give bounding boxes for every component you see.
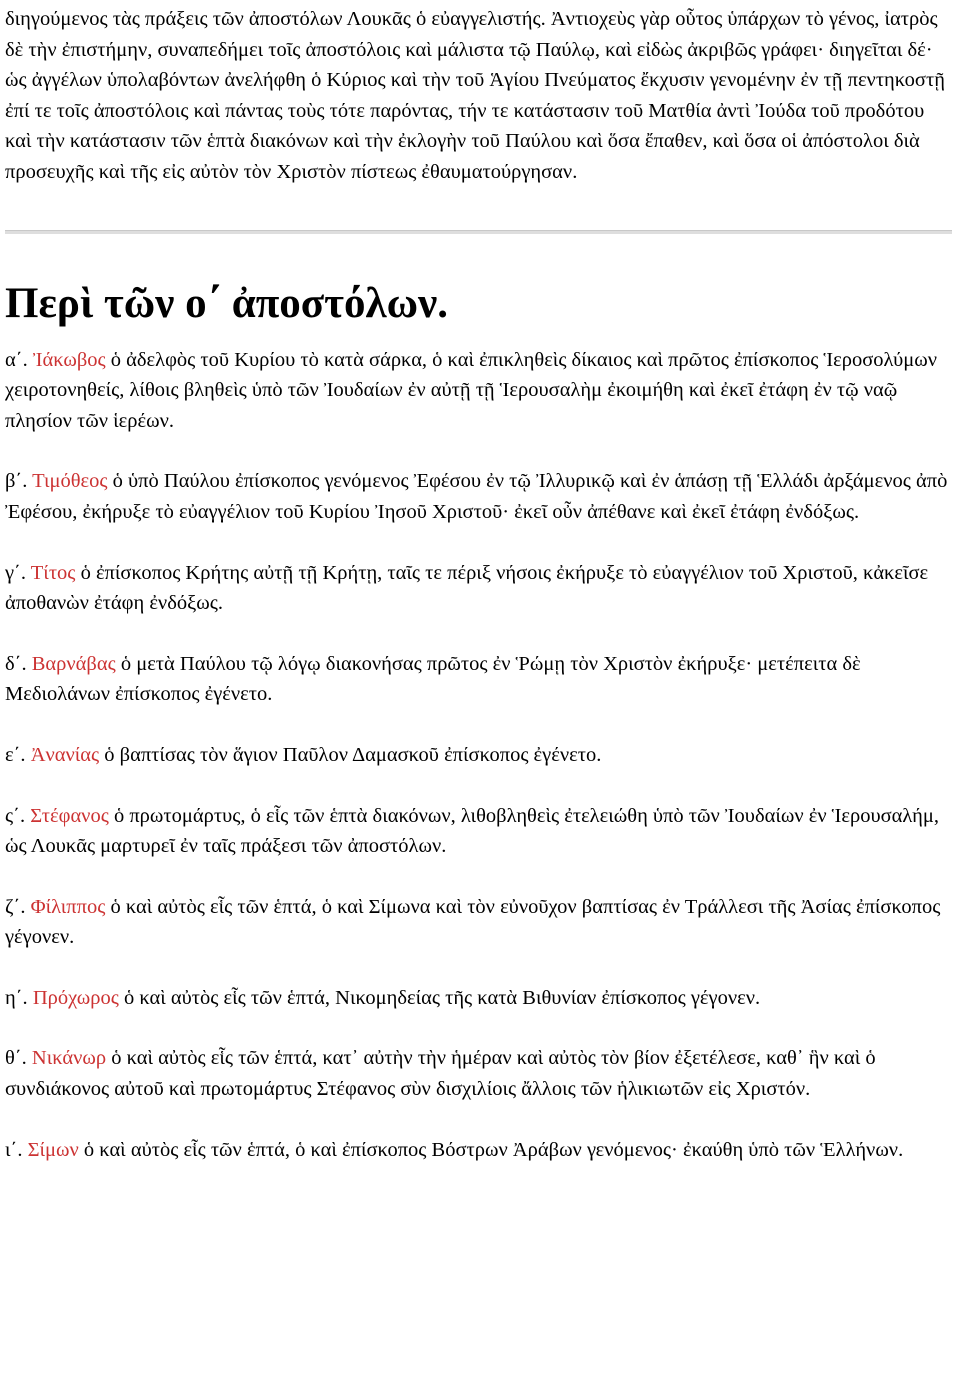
entry-number: β΄.: [5, 470, 28, 493]
entry-text: ὁ ἐπίσκοπος Κρήτης αὐτῇ τῇ Κρήτῃ, ταῖς τε πέριξ νήσοις ἐκήρυξε τὸ εὐαγγέλιον τοῦ Χριστοῦ, κἀκεῖσε ἀποθανὼν ἐτάφη ἐνδόξως.: [5, 561, 929, 615]
apostle-name: Σίμων: [27, 1138, 79, 1161]
apostle-name: Στέφανος: [30, 804, 109, 827]
entry-text: ὁ ὑπὸ Παύλου ἐπίσκοπος γενόμενος Ἐφέσου ἐν τῷ Ἰλλυρικῷ καὶ ἐν ἁπάσῃ τῇ Ἑλλάδι ἀρξάμενος ἀπὸ Ἐφέσου, ἐκήρυξε τὸ εὐαγγέλιον τοῦ Κυρίου Ἰησοῦ Χριστοῦ· ἐκεῖ οὖν ἀπέθανε καὶ ἐκεῖ ἐτάφη ἐνδόξως.: [5, 470, 948, 523]
entry-number: η΄.: [5, 986, 28, 1009]
entry-text: ὁ ἀδελφὸς τοῦ Κυρίου τὸ κατὰ σάρκα, ὁ καὶ ἐπικληθεὶς δίκαιος καὶ πρῶτος ἐπίσκοπος Ἱεροσολύμων χειροτονηθείς, λίθοις βληθεὶς ὑπὸ τῶν Ἰουδαίων ἐν αὐτῇ τῇ Ἱερουσαλὴμ ἐκοιμήθη καὶ ἐκεῖ ἐτάφη ἐν τῷ ναῷ πλησίον τῶν ἱερέων.: [5, 348, 937, 432]
entry-text: ὁ μετὰ Παύλου τῷ λόγῳ διακονήσας πρῶτος ἐν Ῥώμῃ τὸν Χριστὸν ἐκήρυξε· μετέπειτα δὲ Μεδιολάνων ἐπίσκοπος ἐγένετο.: [5, 652, 861, 706]
apostle-name: Πρόχωρος: [32, 986, 119, 1009]
entry-text: ὁ καὶ αὐτὸς εἷς τῶν ἑπτά, ὁ καὶ ἐπίσκοπος Βόστρων Ἀράβων γενόμενος· ἐκαύθη ὑπὸ τῶν Ἑλλήνων.: [78, 1138, 904, 1161]
entry-number: θ΄.: [5, 1047, 27, 1070]
entry-text: ὁ καὶ αὐτὸς εἷς τῶν ἑπτά, ὁ καὶ Σίμωνα καὶ τὸν εὐνοῦχον βαπτίσας ἐν Τράλλεσι τῆς Ἀσίας ἐπίσκοπος γέγονεν.: [5, 895, 941, 949]
entry-text: ὁ καὶ αὐτὸς εἷς τῶν ἑπτά, Νικομηδείας τῆς κατὰ Βιθυνίαν ἐπίσκοπος γέγονεν.: [118, 986, 761, 1009]
apostle-name: Τιμόθεος: [32, 470, 108, 493]
entry-number: ζ΄.: [5, 895, 26, 918]
entry-number: α΄.: [5, 348, 28, 371]
apostle-name: Βαρνάβας: [31, 652, 116, 675]
apostle-list: [5, 345, 952, 1166]
entry-number: γ΄.: [5, 561, 27, 584]
horizontal-rule: [5, 230, 952, 234]
apostle-entry: [5, 740, 952, 771]
entry-text: ὁ πρωτομάρτυς, ὁ εἷς τῶν ἑπτὰ διακόνων, λιθοβληθεὶς ἐτελειώθη ὑπὸ τῶν Ἰουδαίων ἐν Ἱερουσαλήμ, ὡς Λουκᾶς μαρτυρεῖ ἐν ταῖς πράξεσι τῶν ἀποστόλων.: [5, 804, 940, 858]
apostle-entry: [5, 892, 952, 953]
apostle-name: Ἀνανίας: [30, 743, 100, 766]
apostle-name: Τίτος: [30, 561, 76, 584]
intro-paragraph: διηγούμενος τὰς πράξεις τῶν ἀποστόλων Λουκᾶς ὁ εὐαγγελιστής. Ἀντιοχεὺς γὰρ οὗτος ὑπάρχων τὸ γένος, ἰατρὸς δὲ τὴν ἐπιστήμην, συναπεδήμει τοῖς ἀποστόλοις καὶ μάλιστα τῷ Παύλῳ, καὶ εἰδὼς ἀκριβῶς γράφει· διηγεῖται δέ· ὡς ἀγγέλων ὑπολαβόντων ἀνελήφθη ὁ Κύριος καὶ τὴν τοῦ Ἁγίου Πνεύματος ἔκχυσιν γενομένην ἐν τῇ πεντηκοστῇ ἐπί τε τοῖς ἀποστόλοις καὶ πάντας τοὺς τότε παρόντας, τήν τε κατάστασιν τοῦ Ματθία ἀντὶ Ἰούδα τοῦ προδότου καὶ τὴν κατάστασιν τῶν ἑπτὰ διακόνων καὶ τὴν ἐκλογὴν τοῦ Παύλου καὶ ὅσα ἔπαθεν, καὶ ὅσα οἱ ἀπόστολοι διὰ προσευχῆς καὶ τῆς εἰς αὐτὸν τὸν Χριστὸν πίστεως ἐθαυματούργησαν.: [5, 8, 945, 183]
entry-number: ε΄.: [5, 743, 26, 766]
apostle-entry: [5, 558, 952, 619]
entry-number: ς΄.: [5, 804, 26, 827]
entry-text: ὁ βαπτίσας τὸν ἅγιον Παῦλον Δαμασκοῦ ἐπίσκοπος ἐγένετο.: [99, 743, 602, 766]
apostle-entry: [5, 1043, 952, 1104]
apostle-name: Ἰάκωβος: [32, 348, 106, 371]
entry-text: ὁ καὶ αὐτὸς εἷς τῶν ἑπτά, κατ᾽ αὐτὴν τὴν ἡμέραν καὶ αὐτὸς τὸν βίον ἐξετέλεσε, καθ᾽ ἣν καὶ ὁ συνδιάκονος αὐτοῦ καὶ πρωτομάρτυς Στέφανος σὺν δισχιλίοις ἄλλοις τῶν ἡλικιωτῶν εἰς Χριστόν.: [5, 1047, 876, 1101]
entry-number: δ΄.: [5, 652, 27, 675]
apostle-name: Φίλιππος: [30, 895, 106, 918]
apostle-entry: [5, 801, 952, 862]
apostle-name: Νικάνωρ: [31, 1047, 107, 1070]
entry-number: ι΄.: [5, 1138, 23, 1161]
apostle-entry: [5, 649, 952, 710]
apostle-entry: [5, 983, 952, 1014]
apostle-entry: [5, 466, 952, 527]
apostle-entry: [5, 345, 952, 437]
apostle-entry: [5, 1135, 952, 1166]
section-heading: Περὶ τῶν ο΄ ἀποστόλων.: [5, 279, 448, 327]
